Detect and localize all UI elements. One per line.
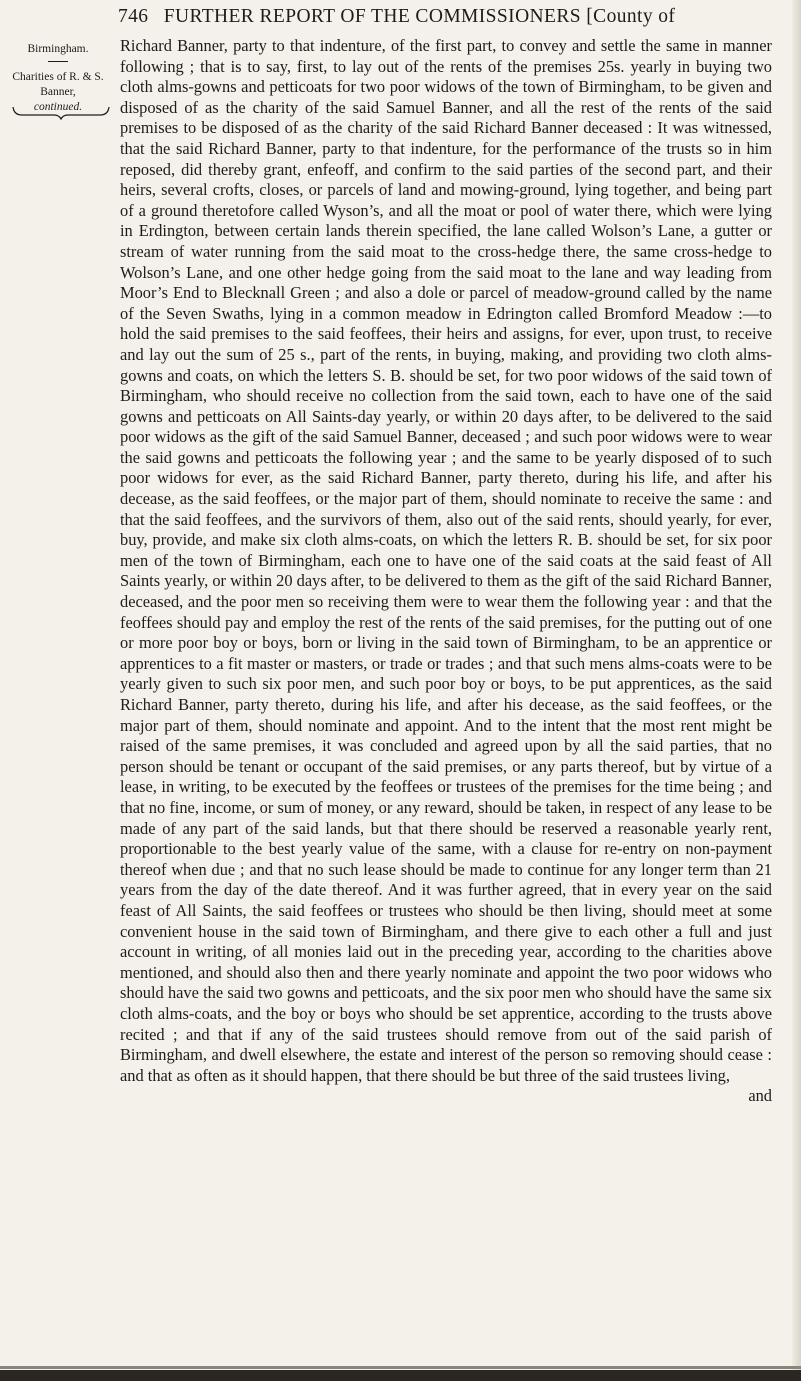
running-header	[118, 6, 758, 36]
bottom-edge-band	[0, 1370, 801, 1381]
margin-note-title: Charities of R. & S. Banner,	[12, 71, 104, 98]
header-county: [County of	[586, 6, 676, 27]
header-title: FURTHER REPORT OF THE COMMISSIONERS	[163, 6, 581, 27]
body-text	[120, 36, 772, 1107]
catchword: and	[748, 1086, 772, 1106]
page-number: 746	[118, 6, 149, 27]
page-edge-shadow	[792, 0, 801, 1381]
margin-note-dash	[48, 61, 68, 62]
margin-note-continued: continued.	[33, 101, 83, 113]
margin-note	[6, 42, 110, 115]
margin-brace-icon	[12, 106, 110, 120]
bottom-edge-line	[0, 1366, 801, 1369]
margin-note-place: Birmingham.	[27, 43, 89, 55]
body-paragraph: Richard Banner, party to that indenture, of the first part, to convey and settle the same in manner following ; that is to say, first, to lay out of the rents of the premises 25s. yearly in buying two cloth alms-gowns and petticoats for two poor widows of the town of Birmingham, to be given and disposed of as the charity of the said Samuel Banner, and all the rest of the rents of the said premises to be disposed of as the charity of the said Richard Banner deceased : It was witnessed, that the said Richard Banner, party to that indenture, for the performance of the trusts so in him reposed, did thereby grant, enfeoff, and confirm to the said parties of the second part, and their heirs, several crofts, closes, or parcels of land and mowing-ground, lying together, and being part of a ground theretofore called Wyson’s, and all the moat or pool of water there, which were lying in Erdington, between certain lands therein specified, the lane called Wolson’s Lane, a gutter or stream of water running from the said moat to the cross-hedge there, the same cross-hedge to Wolson’s Lane, and one other hedge going from the said moat to the lane and way leading from Moor’s End to Blecknall Green ; and also a dole or parcel of meadow-ground called by the name of the Seven Swaths, lying in a common meadow in Edrington called Bromford Meadow :—to hold the said premises to the said feoffees, their heirs and assigns, for ever, upon trust, to receive and lay out the sum of 25 s., part of the rents, in buying, making, and providing two cloth alms-gowns and coats, on which the letters S. B. should be set, for two poor widows of the said town of Birmingham, who should receive no collection from the said town, each to have one of the said gowns and petticoats on All Saints-day yearly, or within 20 days after, to be delivered to the said poor widows as the gift of the said Samuel Banner, deceased ; and such poor widows were to wear the said gowns and petticoats the following year ; and the same to be yearly disposed of to such poor widows for ever, as the said Richard Banner, party thereto, during his life, and after his decease, as the said feoffees, or the major part of them, should nominate to receive the same : and that the said feoffees, and the survivors of them, also out of the said rents, should yearly, for ever, buy, provide, and make six cloth alms-coats, on which the letters R. B. should be set, for six poor men of the town of Birmingham, each one to have one of the said coats at the said feast of All Saints yearly, or within 20 days after, to be delivered to them as the gift of the said Richard Banner, deceased, and the poor men so receiving them were to wear them the following year : and that the feoffees should pay and employ the rest of the rents of the said premises, for the putting out of one or more poor boy or boys, born or living in the said town of Birmingham, to be an apprentice or apprentices to a fit master or masters, or trade or trades ; and that such mens alms-coats were to be yearly given to such six poor men, and such poor boy or boys, to be put apprentices, as the said Richard Banner, party thereto, during his life, and after his decease, as the said feoffees, or the major part of them, should nominate and appoint. And to the intent that the most rent might be raised of the same premises, it was concluded and agreed upon by all the said parties, that no person should be tenant or occupant of the said premises, or any parts thereof, but by virtue of a lease, in writing, to be executed by the feoffees or trustees of the premises for the time being ; and that no fine, income, or sum of money, or any reward, should be taken, in respect of any lease to be made of any part of the said lands, but that there should be reserved a reasonable yearly rent, proportionable to the best yearly value of the same, with a clause for re-entry on non-payment thereof when due ; and that no such lease should be made to continue for any longer term than 21 years from the day of the date thereof. And it was further agreed, that in every year on the said feast of All Saints, the said feoffees or trustees who should be then living, should meet at some convenient house in the said town of Birmingham, and there give to each other a full and just account in writing, of all monies laid out in the preceding year, according to the charities above mentioned, and should also then and there yearly nominate and appoint the two poor widows who should have the said two gowns and petticoats, and the six poor men who should have the same six cloth alms-coats, and the boy or boys who should be set apprentice, according to the trusts above recited ; and that if any of the said trustees should remove from out of the said parish of Birmingham, and dwell elsewhere, the estate and interest of the person so removing should cease : and that as often as it should happen, that there should be but three of the said trustees living,	[120, 36, 772, 1085]
